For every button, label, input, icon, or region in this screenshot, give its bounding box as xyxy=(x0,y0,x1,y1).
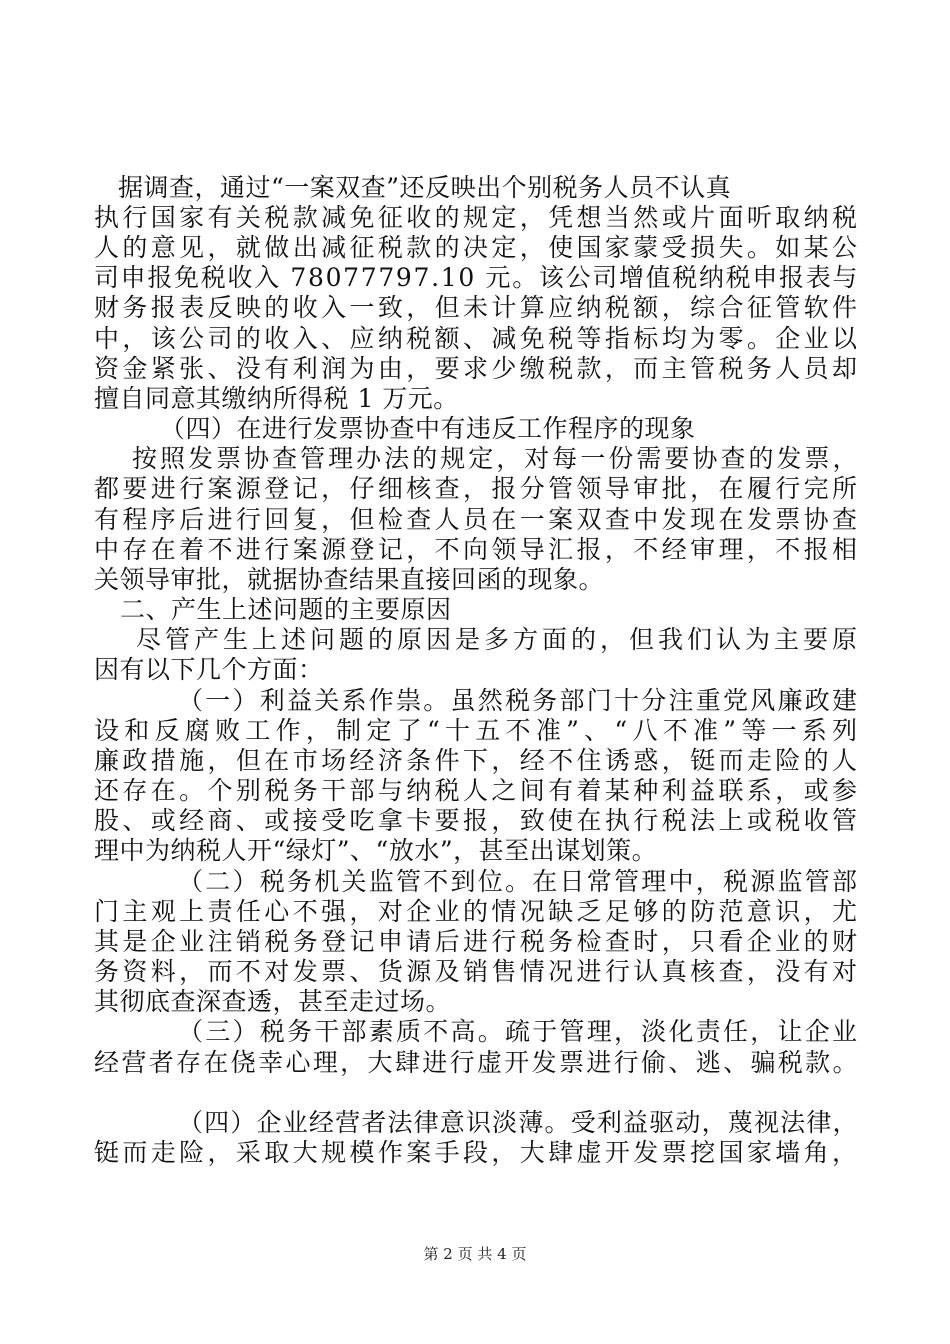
text-line: 执行国家有关税款减免征收的规定，凭想当然或片面听取纳税 xyxy=(94,203,861,232)
text-line: 据调查，通过“一案双查”还反映出个别税务人员不认真 xyxy=(118,173,732,202)
text-line: 经营者存在侥幸心理，大肆进行虚开发票进行偷、逃、骗税款。 xyxy=(94,1048,860,1077)
text-line: （四）企业经营者法律意识淡薄。受利益驱动，蔑视法律， xyxy=(178,1108,859,1137)
text-line: 有程序后进行回复，但检查人员在一案双查中发现在发票协查 xyxy=(94,505,861,534)
text-line: （三）税务干部素质不高。疏于管理，淡化责任，让企业 xyxy=(178,1017,860,1046)
text-line: （一）利益关系作祟。虽然税务部门十分注重党风廉政建 xyxy=(178,686,860,715)
text-line: 尽管产生上述问题的原因是多方面的，但我们认为主要原 xyxy=(136,625,862,654)
text-line: 财务报表反映的收入一致，但未计算应纳税额，综合征管软件 xyxy=(94,293,861,322)
text-line: 理中为纳税人开“绿灯”、“放水”，甚至出谋划策。 xyxy=(94,836,658,865)
text-line: 廉政措施，但在市场经济条件下，经不住诱惑，铤而走险的人 xyxy=(94,746,861,775)
text-line: 都要进行案源登记，仔细核查，报分管领导审批，在履行完所 xyxy=(94,474,861,503)
text-line: 因有以下几个方面： xyxy=(94,655,324,684)
text-line: 司申报免税收入 78077797.10 元。该公司增值税纳税申报表与 xyxy=(94,263,860,292)
text-line: 关领导审批，就据协查结果直接回函的现象。 xyxy=(94,565,605,594)
text-line: 中存在着不进行案源登记，不向领导汇报，不经审理，不报相 xyxy=(94,535,861,564)
section-heading: 二、产生上述问题的主要原因 xyxy=(120,595,452,624)
text-line: 还存在。个别税务干部与纳税人之间有着某种利益联系，或参 xyxy=(94,776,861,805)
text-line: 设和反腐败工作，制定了“十五不准”、“八不准”等一系列 xyxy=(94,716,863,745)
text-line: 股、或经商、或接受吃拿卡要报，致使在执行税法上或税收管 xyxy=(94,806,861,835)
text-line: 务资料，而不对发票、货源及销售情况进行认真核查，没有对 xyxy=(94,957,861,986)
text-line: 擅自同意其缴纳所得税 1 万元。 xyxy=(94,384,459,413)
text-line: 中，该公司的收入、应纳税额、减免税等指标均为零。企业以 xyxy=(94,324,861,353)
page-footer: 第 2 页 共 4 页 xyxy=(423,1245,527,1263)
text-line: 人的意见，就做出减征税款的决定，使国家蒙受损失。如某公 xyxy=(94,233,861,262)
text-line: 其是企业注销税务登记申请后进行税务检查时，只看企业的财 xyxy=(94,927,861,956)
section-heading: （四）在进行发票协查中有违反工作程序的现象 xyxy=(160,414,696,443)
text-line: 按照发票协查管理办法的规定，对每一份需要协查的发票， xyxy=(132,444,861,473)
text-line: 铤而走险，采取大规模作案手段，大肆虚开发票挖国家墙角， xyxy=(94,1138,861,1167)
text-line: 其彻底查深查透，甚至走过场。 xyxy=(94,987,452,1016)
text-line: （二）税务机关监管不到位。在日常管理中，税源监管部 xyxy=(178,867,860,896)
text-line: 门主观上责任心不强，对企业的情况缺乏足够的防范意识，尤 xyxy=(94,897,861,926)
text-line: 资金紧张、没有利润为由，要求少缴税款，而主管税务人员却 xyxy=(94,354,861,383)
